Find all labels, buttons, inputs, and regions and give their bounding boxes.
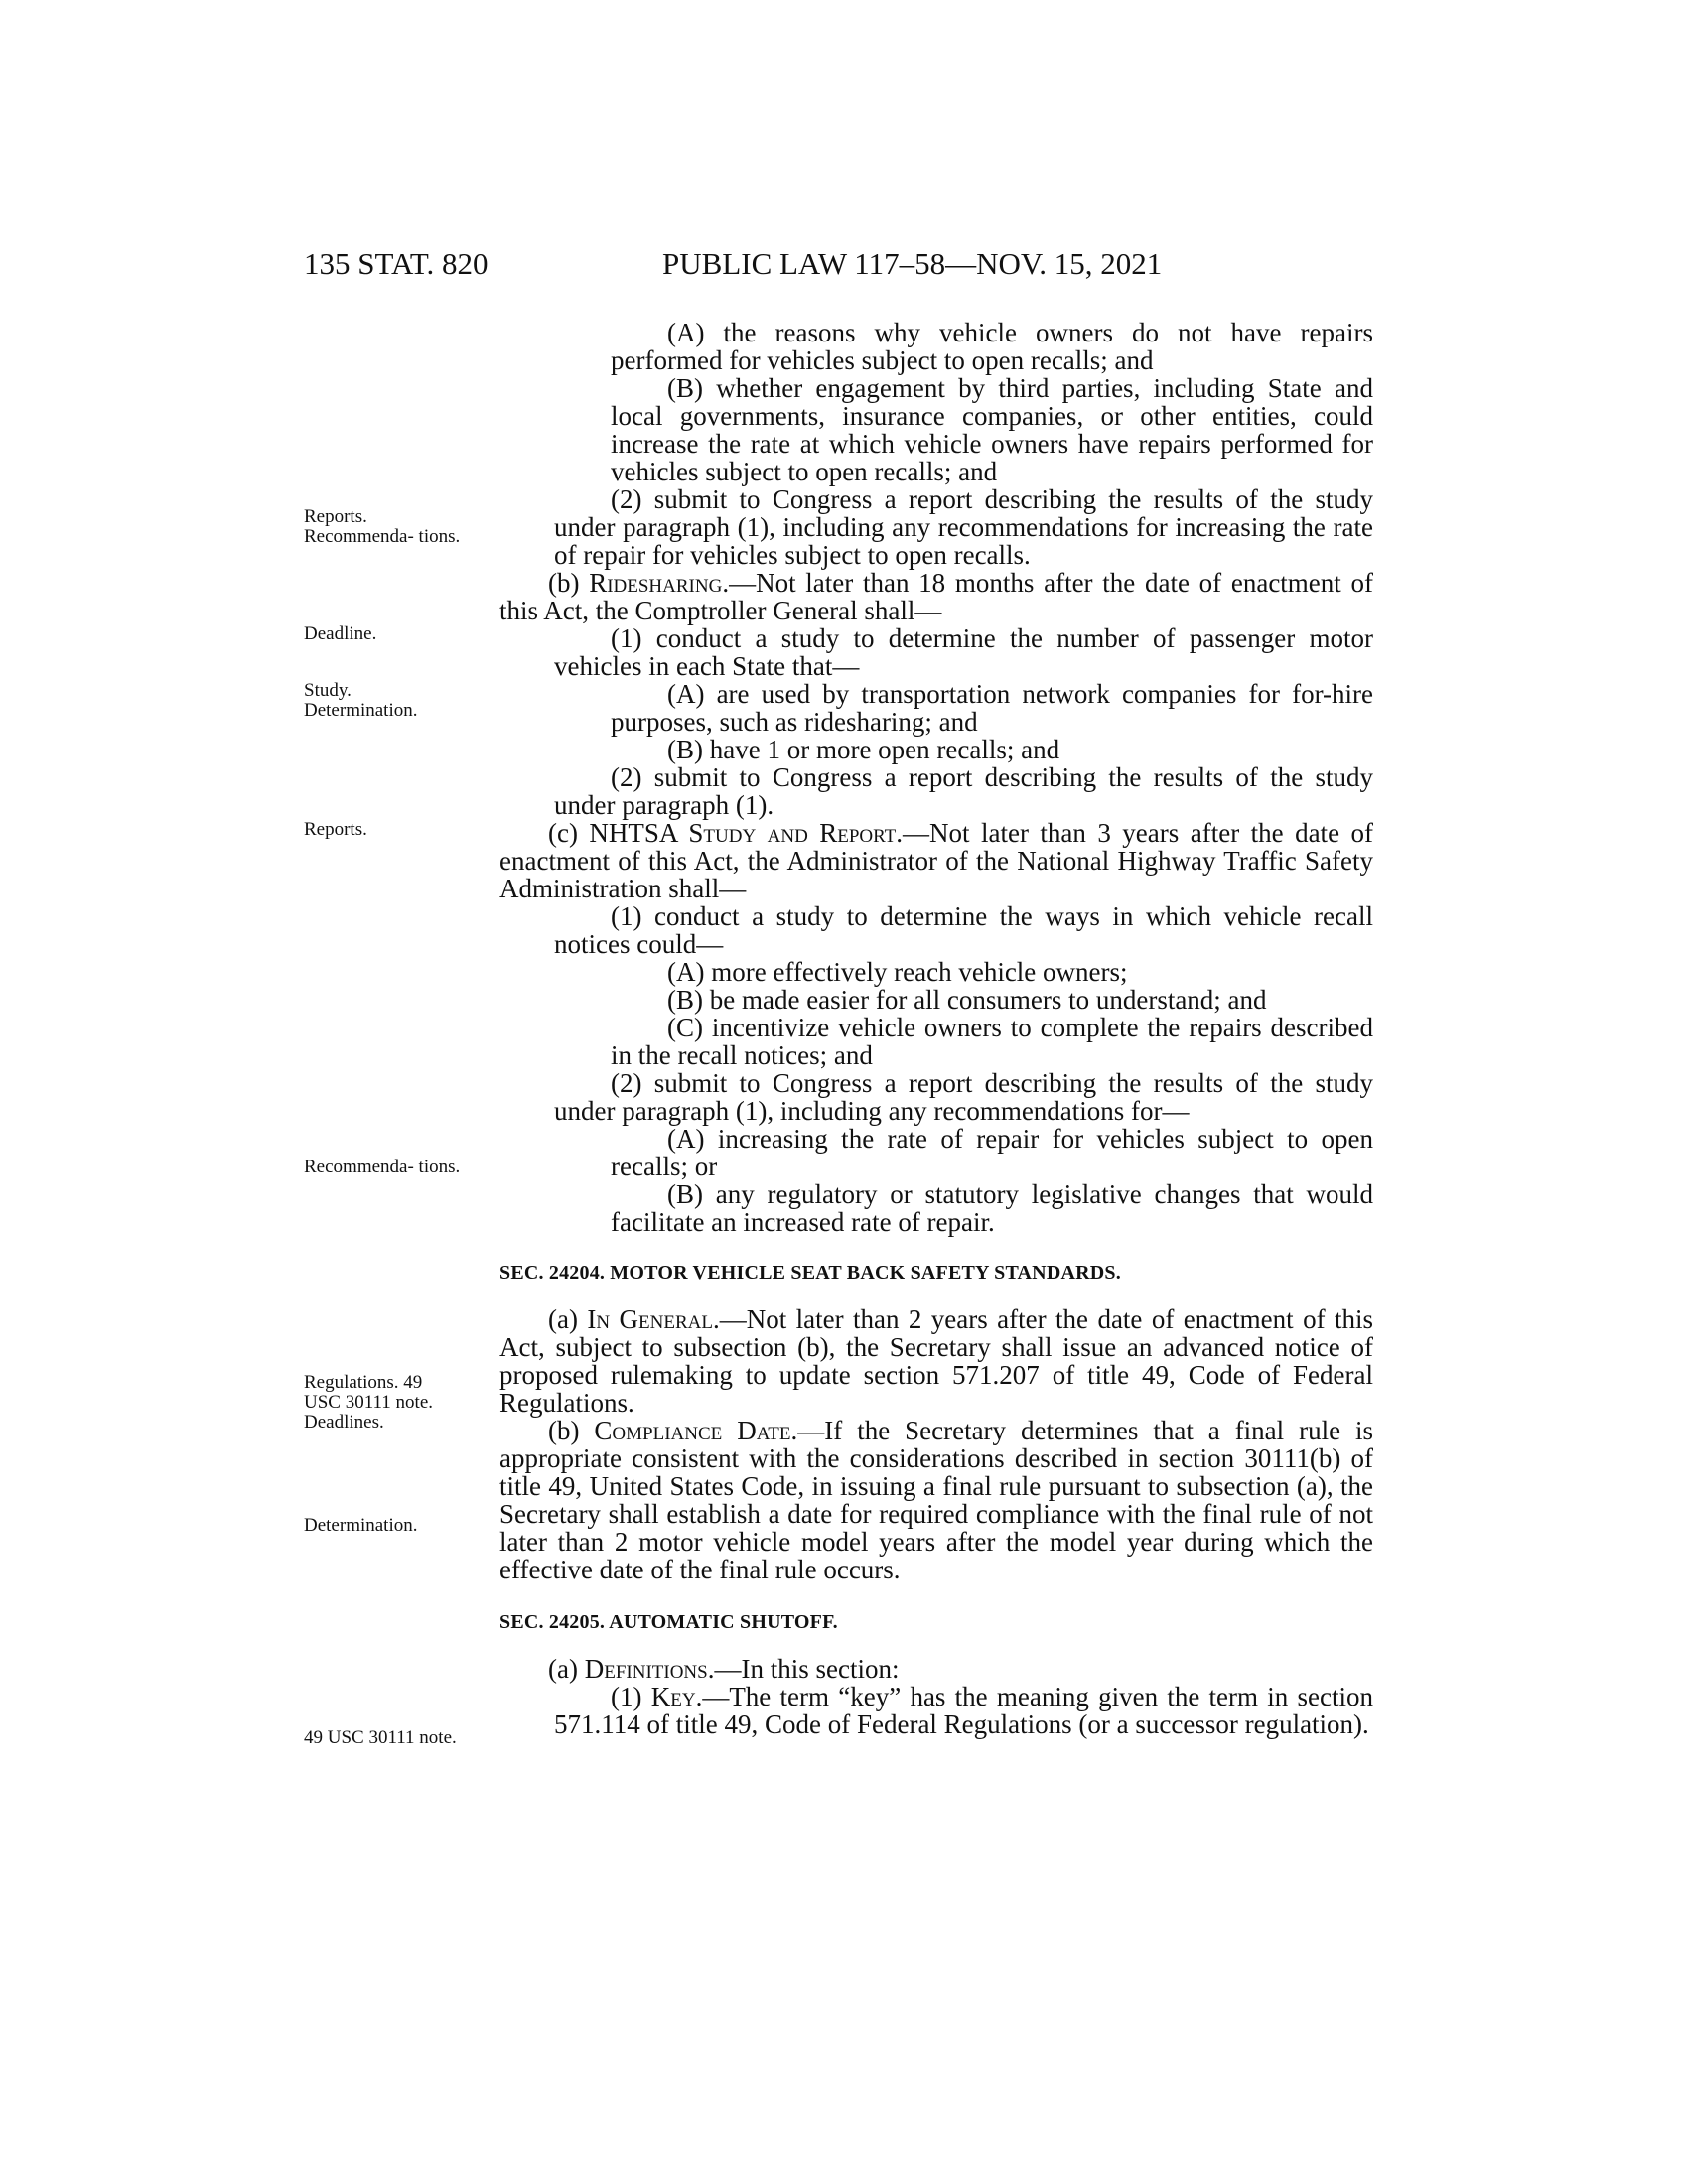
header-title: PUBLIC LAW 117–58—NOV. 15, 2021 — [662, 246, 1163, 281]
paragraph-a2: (2) submit to Congress a report describing the results of the study under paragraph (1), including any recommendations for increasing the rate of repair for vehicles subject to open recalls. — [554, 484, 1373, 570]
subsection-c-heading: NHTSA Study and Report — [589, 818, 897, 848]
margin-note-reports-recommendations: Reports. Recommenda- tions. — [304, 506, 461, 547]
subsection-b-label: (b) — [548, 568, 590, 598]
margin-note-study-determination: Study. Determination. — [304, 680, 418, 721]
paragraph-b1A: (A) are used by transportation network companies for for-hire purposes, such as ridesharing; and — [611, 679, 1373, 737]
paragraph-c1: (1) conduct a study to determine the ways in which vehicle recall notices could— — [554, 901, 1373, 959]
margin-note-deadline: Deadline. — [304, 623, 377, 644]
section-24204-a-label: (a) — [548, 1304, 588, 1334]
subsection-b — [499, 569, 1373, 624]
margin-note-determination: Determination. — [304, 1515, 418, 1536]
paragraph-c2: (2) submit to Congress a report describing the results of the study under paragraph (1), including any recommendations for— — [554, 1068, 1373, 1126]
paragraph-a1A: (A) the reasons why vehicle owners do not have repairs performed for vehicles subject to open recalls; and — [611, 318, 1373, 375]
section-24204-a-heading: In General — [587, 1304, 713, 1334]
section-24205-a1-heading: Key — [650, 1682, 696, 1711]
paragraph-c1B: (B) be made easier for all consumers to understand; and — [667, 985, 1267, 1015]
section-24205-a-text: .—In this section: — [707, 1654, 900, 1684]
paragraph-c2B: (B) any regulatory or statutory legislative changes that would facilitate an increased rate of repair. — [611, 1179, 1373, 1237]
section-24204-b-label: (b) — [548, 1416, 595, 1445]
section-24204-title: SEC. 24204. MOTOR VEHICLE SEAT BACK SAFETY STANDARDS. — [499, 1262, 1121, 1284]
header-page-ref: 135 STAT. 820 — [304, 246, 489, 281]
section-24204-b — [499, 1417, 1373, 1583]
paragraph-b1: (1) conduct a study to determine the number of passenger motor vehicles in each State that— — [554, 623, 1373, 681]
margin-note-reports: Reports. — [304, 819, 367, 840]
section-24204-b-text: .—If the Secretary determines that a final rule is appropriate consistent with the considerations described in section 30111(b) of title 49, United States Code, in issuing a final rule pursuant to subsection (a), the Secretary shall establish a date for required compliance with the final rule of not later than 2 motor vehicle model years after the model year during which the effective date of the final rule occurs. — [499, 1416, 1374, 1584]
section-24205-title: SEC. 24205. AUTOMATIC SHUTOFF. — [499, 1611, 838, 1633]
subsection-c-text: .—Not later than 3 years after the date of enactment of this Act, the Administrator of the National Highway Traffic Safety Administration shall— — [499, 818, 1373, 903]
paragraph-b1B: (B) have 1 or more open recalls; and — [667, 735, 1060, 764]
section-24205-a-heading: Definitions — [584, 1654, 708, 1684]
paragraph-c1C: (C) incentivize vehicle owners to complete the repairs described in the recall notices; and — [611, 1013, 1373, 1070]
section-24205-a1-label: (1) — [611, 1682, 651, 1711]
margin-note-usc-note: 49 USC 30111 note. — [304, 1727, 457, 1748]
subsection-b-heading: Ridesharing — [589, 568, 723, 598]
margin-note-recommendations: Recommenda- tions. — [304, 1157, 461, 1177]
subsection-c-label: (c) — [548, 818, 590, 848]
section-24205-a1-text: .—The term “key” has the meaning given the term in section 571.114 of title 49, Code of Federal Regulations (or a successor regulation). — [554, 1682, 1373, 1739]
section-24204-a-text: .—Not later than 2 years after the date of enactment of this Act, subject to subsection (b), the Secretary shall issue an advanced notice of proposed rulemaking to update section 571.207 of title 49, Code of Federal Regulations. — [499, 1304, 1373, 1418]
main-body — [499, 319, 1373, 1738]
paragraph-c1A: (A) more effectively reach vehicle owners; — [667, 957, 1128, 987]
paragraph-a1B: (B) whether engagement by third parties, including State and local governments, insurance companies, or other entities, could increase the rate at which vehicle owners have repairs performed for vehicles subject to open recalls; and — [611, 373, 1373, 486]
paragraph-b2: (2) submit to Congress a report describing the results of the study under paragraph (1). — [554, 762, 1373, 820]
section-24205-a1 — [499, 1683, 1373, 1738]
subsection-c — [499, 819, 1373, 902]
section-24205-a-label: (a) — [548, 1654, 585, 1684]
paragraph-c2A: (A) increasing the rate of repair for vehicles subject to open recalls; or — [611, 1124, 1373, 1181]
section-24204-a — [499, 1305, 1373, 1417]
margin-note-regulations: Regulations. 49 USC 30111 note. Deadlines. — [304, 1372, 434, 1433]
section-24204-b-heading: Compliance Date — [594, 1416, 791, 1445]
section-24205-a — [499, 1655, 1373, 1683]
subsection-b-text: .—Not later than 18 months after the date of enactment of this Act, the Comptroller General shall— — [499, 568, 1373, 625]
